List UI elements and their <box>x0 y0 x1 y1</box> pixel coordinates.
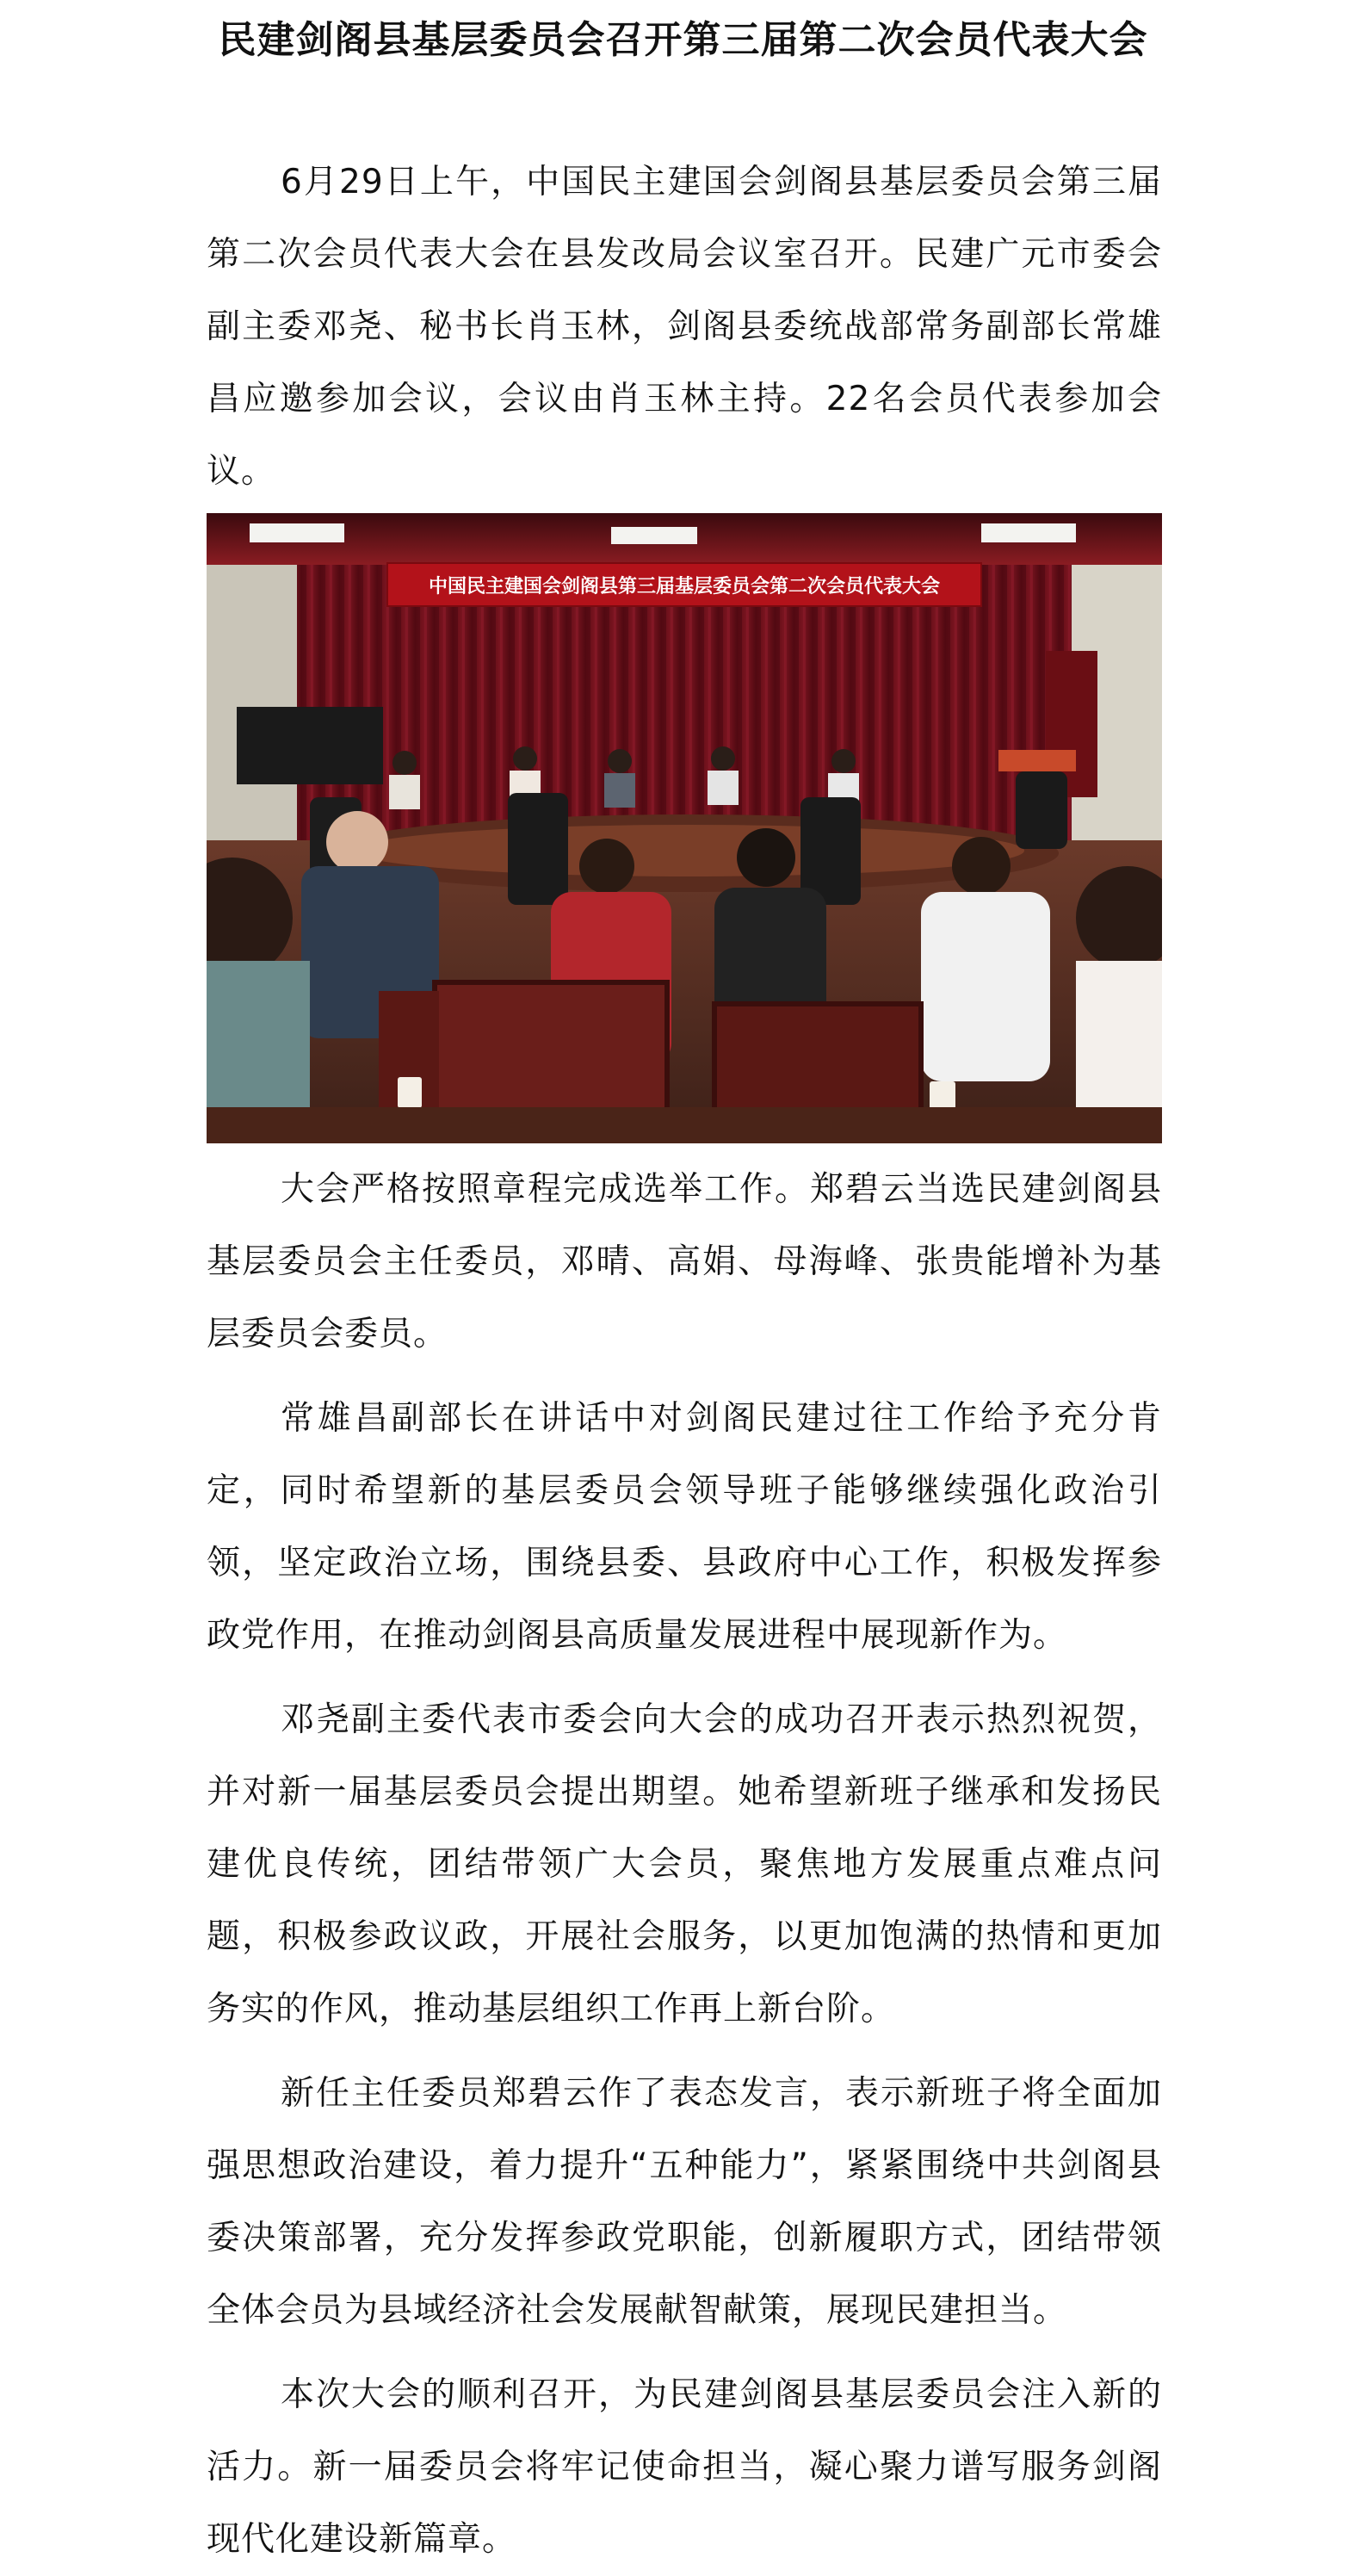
near-table-edge <box>207 1107 1162 1143</box>
ceiling-light <box>611 527 697 544</box>
article-title: 民建剑阁县基层委员会召开第三届第二次会员代表大会 <box>218 18 1148 62</box>
cabinet <box>998 750 1076 771</box>
paragraph-2: 大会严格按照章程完成选举工作。郑碧云当选民建剑阁县基层委员会主任委员，邓晴、高娟、母海峰、张贵能增补为基层委员会委员。 <box>207 1170 1162 1353</box>
meeting-photo <box>207 513 1162 1143</box>
article-body <box>207 146 1162 2576</box>
left-wall <box>207 565 301 840</box>
conference-table-top <box>353 825 1024 876</box>
ceiling-light <box>981 523 1076 542</box>
ceiling-light <box>250 523 344 542</box>
paragraph-4: 邓尧副主委代表市委会向大会的成功召开表示热烈祝贺，并对新一届基层委员会提出期望。她希望新班子继承和发扬民建优良传统，团结带领广大会员，聚焦地方发展重点难点问题，积极参政议政，开展社会服务，以更加饱满的热情和更加务实的作风，推动基层组织工作再上新台阶。 <box>207 1700 1162 2028</box>
banner-text: 中国民主建国会剑阁县第三届基层委员会第二次会员代表大会 <box>428 576 941 598</box>
paragraph-3: 常雄昌副部长在讲话中对剑阁民建过往工作给予充分肯定，同时希望新的基层委员会领导班子能够继续强化政治引领，坚定政治立场，围绕县委、县政府中心工作，积极发挥参政党作用，在推动剑阁县高质量发展进程中展现新作为。 <box>207 1399 1162 1655</box>
meeting-photo-illustration <box>207 513 1162 1143</box>
paragraph-6: 本次大会的顺利召开，为民建剑阁县基层委员会注入新的活力。新一届委员会将牢记使命担当，凝心聚力谱写服务剑阁现代化建设新篇章。 <box>207 2375 1162 2559</box>
tv-screen <box>237 707 383 784</box>
paragraph-5: 新任主任委员郑碧云作了表态发言，表示新班子将全面加强思想政治建设，着力提升“五种能力”，紧紧围绕中共剑阁县委决策部署，充分发挥参政党职能，创新履职方式，团结带领全体会员为县域经济社会发展献智献策，展现民建担当。 <box>207 2074 1162 2330</box>
paragraph-1: 6月29日上午，中国民主建国会剑阁县基层委员会第三届第二次会员代表大会在县发改局会议室召开。民建广元市委会副主委邓尧、秘书长肖玉林，剑阁县委统战部常务副部长常雄昌应邀参加会议，会议由肖玉林主持。22名会员代表参加会议。 <box>207 163 1162 491</box>
front-chairs <box>379 982 921 1129</box>
